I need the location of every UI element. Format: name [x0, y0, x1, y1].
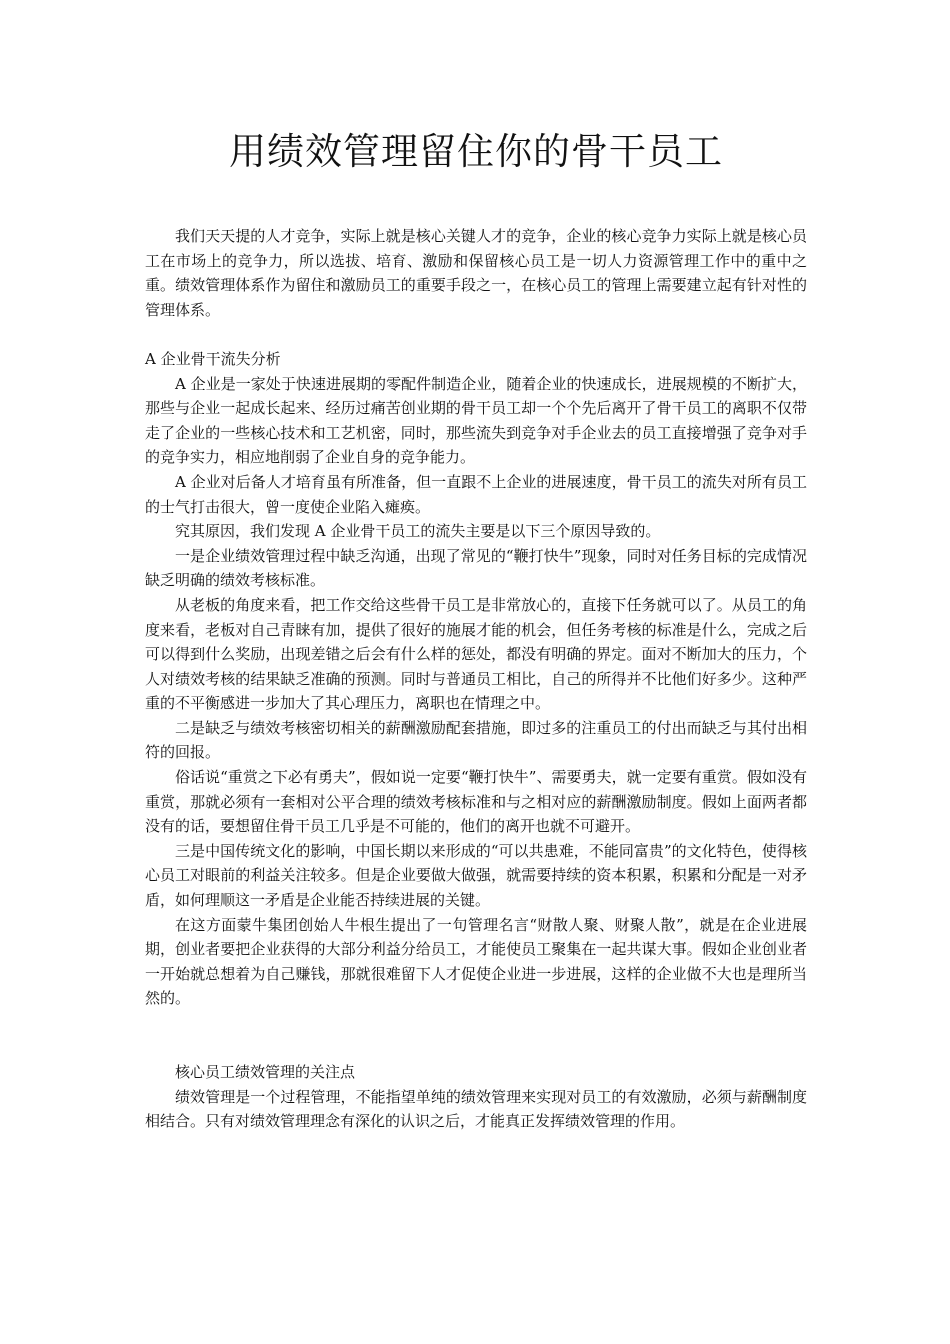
section-a-paragraph: 二是缺乏与绩效考核密切相关的薪酬激励配套措施，即过多的注重员工的付出而缺乏与其付出相符的回报。: [145, 718, 807, 762]
section-a-paragraph: A 企业是一家处于快速进展期的零配件制造企业，随着企业的快速成长，进展规模的不断扩大，那些与企业一起成长起来、经历过痛苦创业期的骨干员工却一个个先后离开了骨干员工的离职不仅带走了企业的一些核心技术和工艺机密，同时，那些流失到竞争对手企业去的员工直接增强了竞争对手的竞争实力，相应地削弱了企业自身的竞争能力。: [145, 374, 807, 467]
section-a-paragraph: 从老板的角度来看，把工作交给这些骨干员工是非常放心的，直接下任务就可以了。从员工的角度来看，老板对自己青睐有加，提供了很好的施展才能的机会，但任务考核的标准是什么，完成之后可以得到什么奖励，出现差错之后会有什么样的惩处，都没有明确的界定。面对不断加大的压力，个人对绩效考核的结果缺乏准确的预测。同时与普通员工相比，自己的所得并不比他们好多少。这种严重的不平衡感进一步加大了其心理压力，离职也在情理之中。: [145, 595, 807, 713]
spacer: [145, 322, 807, 347]
section-a-paragraph: 究其原因，我们发现 A 企业骨干员工的流失主要是以下三个原因导致的。: [175, 522, 661, 541]
section-a-paragraph: 三是中国传统文化的影响，中国长期以来形成的“可以共患难，不能同富贵”的文化特色，使得核心员工对眼前的利益关注较多。但是企业要做大做强，就需要持续的资本积累，积累和分配是一对矛盾，如何理顺这一矛盾是企业能否持续进展的关键。: [145, 841, 807, 910]
section-a-paragraph: 一是企业绩效管理过程中缺乏沟通，出现了常见的“鞭打快牛”现象，同时对任务目标的完成情况缺乏明确的绩效考核标准。: [145, 546, 807, 590]
intro-paragraph: 我们天天提的人才竞争，实际上就是核心关键人才的竞争，企业的核心竞争力实际上就是核心员工在市场上的竞争力，所以选拔、培育、激励和保留核心员工是一切人力资源管理工作中的重中之重。绩效管理体系作为留住和激励员工的重要手段之一，在核心员工的管理上需要建立起有针对性的管理体系。: [145, 227, 807, 319]
section-b-paragraph: 绩效管理是一个过程管理，不能指望单纯的绩效管理来实现对员工的有效激励，必须与薪酬制度相结合。只有对绩效管理理念有深化的认识之后，才能真正发挥绩效管理的作用。: [145, 1087, 807, 1131]
document-title: 用绩效管理留住你的骨干员工: [229, 130, 723, 173]
section-a-paragraph: 俗话说“重赏之下必有勇夫”，假如说一定要“鞭打快牛”、需要勇夫，就一定要有重赏。假如没有重赏，那就必须有一套相对公平合理的绩效考核标准和与之相对应的薪酬激励制度。假如上面两者都没有的话，要想留住骨干员工几乎是不可能的，他们的离开也就不可避开。: [145, 768, 807, 836]
section-a-paragraph: 在这方面蒙牛集团创始人牛根生提出了一句管理名言“财散人聚、财聚人散”，就是在企业进展期，创业者要把企业获得的大部分利益分给员工，才能使员工聚集在一起共谋大事。假如企业创业者一开始就总想着为自己赚钱，那就很难留下人才促使企业进一步进展，这样的企业做不大也是理所当然的。: [145, 915, 807, 1008]
spacer: [145, 1011, 807, 1060]
section-heading-a: A 企业骨干流失分析: [145, 349, 281, 368]
document-body: [145, 224, 807, 1134]
section-a-paragraph: A 企业对后备人才培育虽有所准备，但一直跟不上企业的进展速度，骨干员工的流失对所有员工的士气打击很大，曾一度使企业陷入瘫痪。: [145, 472, 807, 516]
section-heading-b: 核心员工绩效管理的关注点: [175, 1063, 356, 1082]
